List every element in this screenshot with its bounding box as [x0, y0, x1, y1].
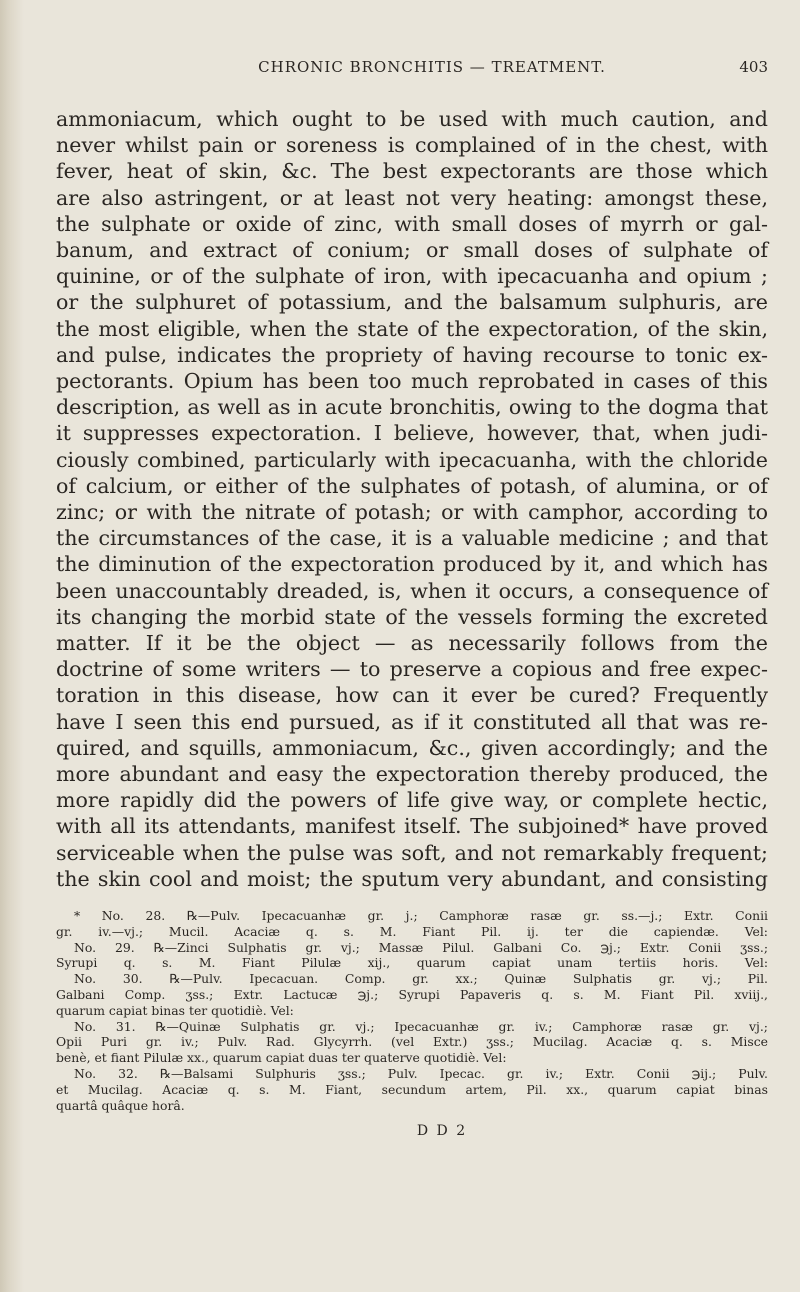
text-line: toration in this disease, how can it ever be cured? Frequently [56, 683, 768, 708]
footnote-line: No. 29. ℞—Zinci Sulphatis gr. vj.; Massæ Pilul. Galbani Co. ℈j.; Extr. Conii ʒss.; [74, 939, 768, 955]
text-line: or the sulphuret of potassium, and the balsamum sulphuris, are [56, 290, 768, 315]
text-line: pectorants. Opium has been too much reprobated in cases of this [56, 369, 768, 394]
text-line: have I seen this end pursued, as if it constituted all that was re- [56, 709, 768, 734]
text-line: banum, and extract of conium; or small doses of sulphate of [56, 238, 768, 263]
text-line: quinine, or of the sulphate of iron, with ipecacuanha and opium ; [56, 264, 768, 289]
running-head-title: CHRONIC BRONCHITIS — TREATMENT. [258, 58, 606, 76]
text-line: are also astringent, or at least not very heating: amongst these, [56, 185, 768, 210]
footnote-line: Syrupi q. s. M. Fiant Pilulæ xij., quarum capiat unam tertiis horis. Vel: [56, 955, 768, 971]
footnote-line: gr. iv.—vj.; Mucil. Acaciæ q. s. M. Fiant Pil. ij. ter die capiendæ. Vel: [56, 923, 768, 939]
text-line: the diminution of the expectoration produced by it, and which has [56, 552, 768, 577]
footnote-line: quarum capiat binas ter quotidiè. Vel: [56, 1002, 294, 1018]
page-gutter-shadow [0, 0, 24, 1292]
text-line: ciously combined, particularly with ipecacuanha, with the chloride [56, 447, 768, 472]
text-line: ammoniacum, which ought to be used with much caution, and [56, 107, 768, 131]
text-line: doctrine of some writers — to preserve a copious and free expec- [56, 657, 768, 682]
footnote-line: Galbani Comp. ʒss.; Extr. Lactucæ ℈j.; Syrupi Papaveris q. s. M. Fiant Pil. xviij., [56, 987, 768, 1003]
signature-mark: D D 2 [416, 1123, 468, 1140]
text-line: of calcium, or either of the sulphates of potash, of alumina, or of [56, 473, 768, 498]
footnote-line: benè, et fiant Pilulæ xx., quarum capiat duas ter quaterve quotidiè. Vel: [56, 1050, 507, 1066]
text-line: with all its attendants, manifest itself. The subjoined* have proved [56, 814, 768, 839]
page-number: 403 [739, 58, 768, 76]
footnote-line: No. 32. ℞—Balsami Sulphuris ʒss.; Pulv. Ipecac. gr. iv.; Extr. Conii ℈ij.; Pulv. [74, 1066, 768, 1082]
text-line: the most eligible, when the state of the expectoration, of the skin, [56, 316, 768, 341]
body-text [56, 106, 768, 892]
running-head [56, 58, 768, 92]
footnote-line: No. 30. ℞—Pulv. Ipecacuan. Comp. gr. xx.; Quinæ Sulphatis gr. vj.; Pil. [74, 971, 768, 987]
text-line: more rapidly did the powers of life give way, or complete hectic, [56, 788, 768, 813]
text-line: the circumstances of the case, it is a valuable medicine ; and that [56, 526, 768, 551]
text-line: the sulphate or oxide of zinc, with small doses of myrrh or gal- [56, 211, 768, 236]
text-line: matter. If it be the object — as necessarily follows from the [56, 631, 768, 656]
text-line: been unaccountably dreaded, is, when it occurs, a consequence of [56, 578, 768, 603]
footnote-line: No. 31. ℞—Quinæ Sulphatis gr. vj.; Ipecacuanhæ gr. iv.; Camphoræ rasæ gr. vj.; [74, 1018, 768, 1034]
text-line: description, as well as in acute bronchitis, owing to the dogma that [56, 395, 768, 420]
text-line: serviceable when the pulse was soft, and not remarkably frequent; [56, 840, 768, 865]
text-line: quired, and squills, ammoniacum, &c., given accordingly; and the [56, 735, 768, 760]
footnote-line: Opii Puri gr. iv.; Pulv. Rad. Glycyrrh. (vel Extr.) ʒss.; Mucilag. Acaciæ q. s. Misce [56, 1034, 768, 1050]
footnote-line: quartâ quâque horâ. [56, 1097, 185, 1113]
footnotes [56, 908, 768, 1113]
text-line: fever, heat of skin, &c. The best expectorants are those which [56, 159, 768, 184]
book-page [56, 0, 768, 1139]
text-line: the skin cool and moist; the sputum very abundant, and consisting [56, 866, 768, 891]
footnote-line: et Mucilag. Acaciæ q. s. M. Fiant, secundum artem, Pil. xx., quarum capiat binas [56, 1081, 768, 1097]
text-line: and pulse, indicates the propriety of having recourse to tonic ex- [56, 342, 768, 367]
text-line: it suppresses expectoration. I believe, however, that, when judi- [56, 421, 768, 446]
text-line: its changing the morbid state of the vessels forming the excreted [56, 604, 768, 629]
footnote-line: * No. 28. ℞—Pulv. Ipecacuanhæ gr. j.; Camphoræ rasæ gr. ss.—j.; Extr. Conii [74, 908, 768, 924]
text-line: never whilst pain or soreness is complained of in the chest, with [56, 133, 768, 158]
text-line: more abundant and easy the expectoration thereby produced, the [56, 762, 768, 787]
text-line: zinc; or with the nitrate of potash; or with camphor, according to [56, 500, 768, 525]
